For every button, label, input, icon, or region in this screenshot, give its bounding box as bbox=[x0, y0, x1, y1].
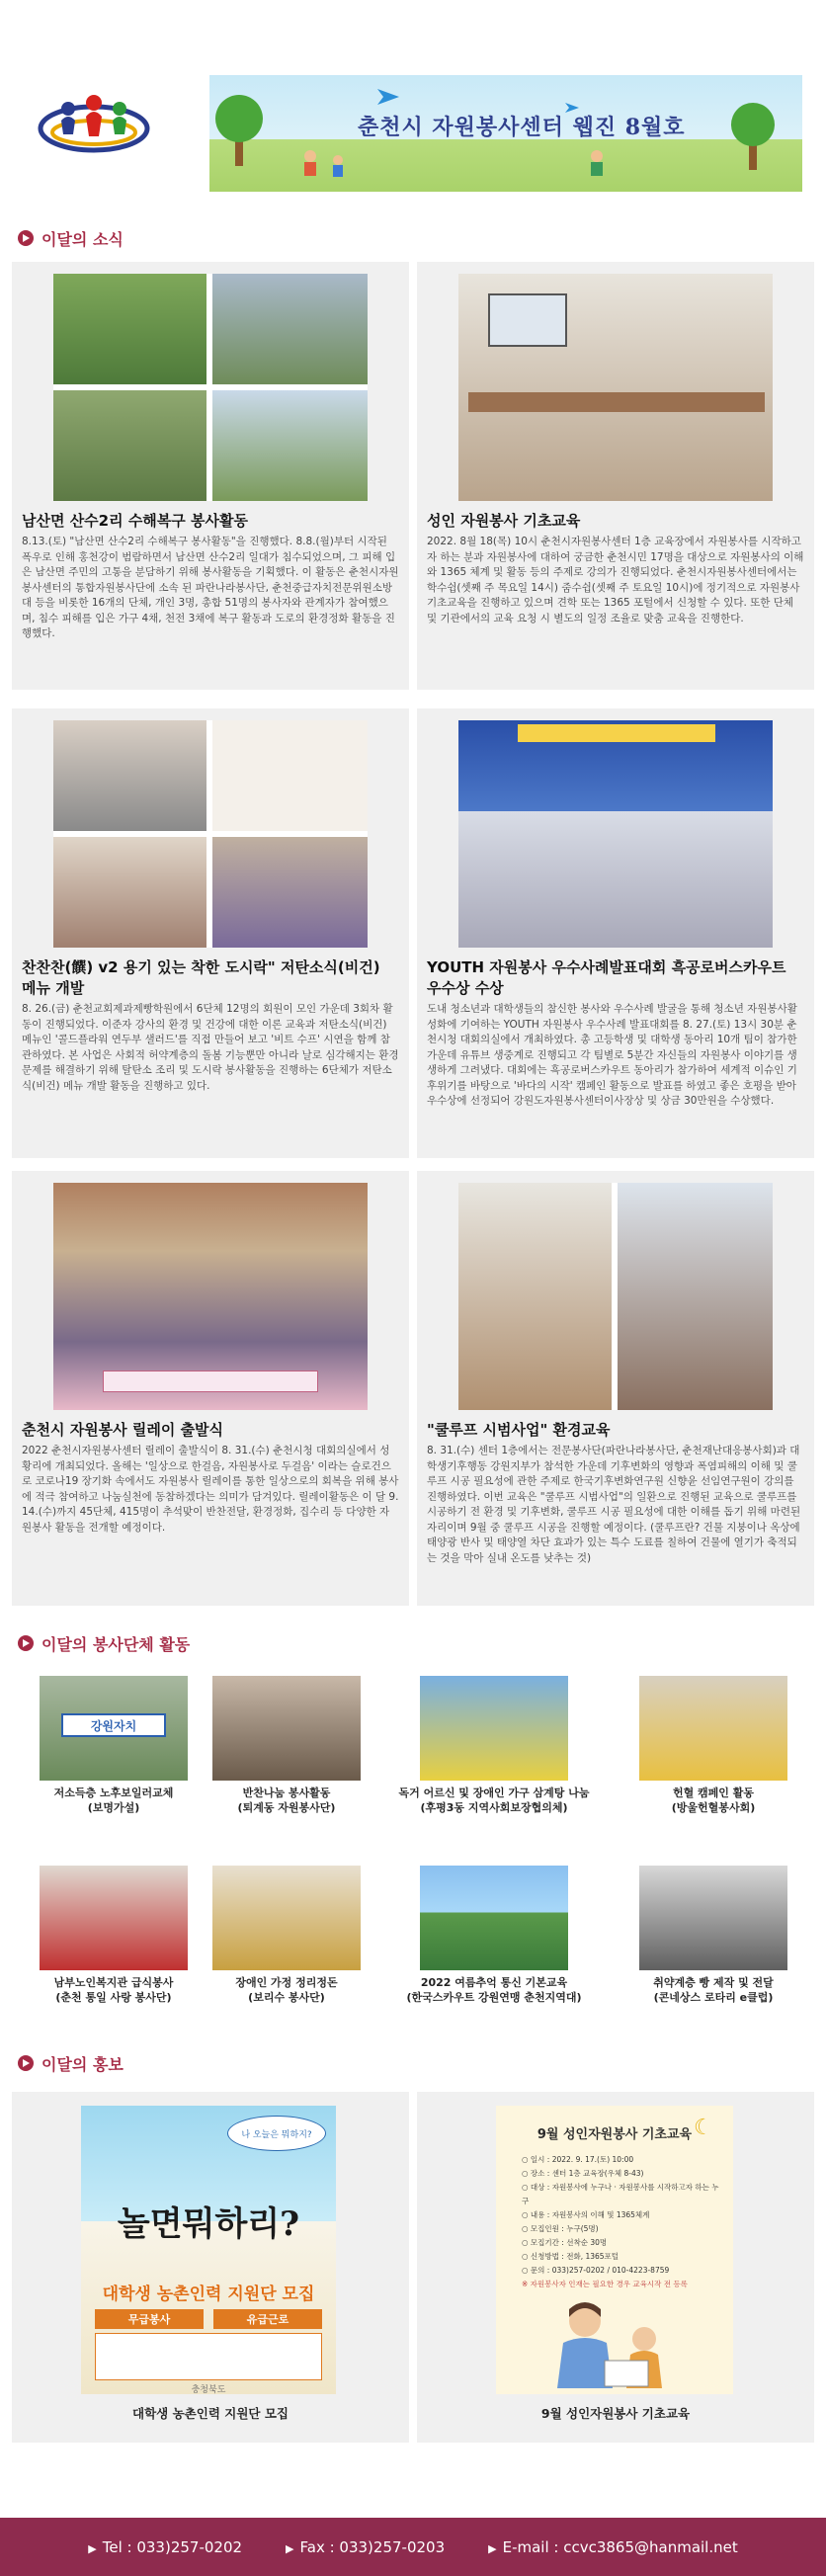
poster-org: 충청북도 bbox=[191, 2385, 226, 2394]
group-photo bbox=[420, 1676, 568, 1781]
group-activity bbox=[15, 1866, 212, 2005]
news-body: 8. 31.(수) 센터 1층에서는 전문봉사단(파란나라봉사단, 춘천재난대응봉사회)과 대학생기후행동 강원지부가 참석한 가운데 기후변화의 영향과 폭염피해의 이해 및 쿨루프 시공 필요성에 관한 주제로 한국기후변화연구원 신향윤 선임연구원이 강의를 진행하였다. 이번 교육은 "쿨루프 시범사업"의 일환으로 진행된 교육으로 쿨루프를 시공하기 전 환경 및 기후변화, 쿨루프 시공 필요성에 대한 이해를 돕기 위해 마련된 자리이며 9월 중 쿨루프 시공을 진행할 예정이다. (쿨루프란? 건물 지붕이나 옥상에 태양광 반사 및 태양열 차단 효과가 있는 특수 도료를 칠하여 건물에 열기가 축적되는 것을 막아 실내 온도를 낮추는 것) bbox=[427, 1445, 801, 1564]
banner-title: 춘천시 자원봉사센터 웹진 8월호 bbox=[358, 115, 686, 140]
play-arrow-icon: ▶ bbox=[286, 2541, 294, 2555]
arrow-bullet-icon bbox=[18, 230, 34, 246]
promo-poster bbox=[81, 2106, 336, 2394]
news-card bbox=[12, 1171, 409, 1606]
news-title: 남산면 산수2리 수해복구 봉사활동 bbox=[22, 512, 248, 530]
poster-details bbox=[522, 2153, 719, 2291]
promo-card bbox=[417, 2092, 814, 2443]
group-activity bbox=[15, 1676, 212, 1815]
poster-speech: 나 오늘은 뭐하지? bbox=[227, 2116, 326, 2151]
poster-tag-paid: 유급근로 bbox=[213, 2309, 322, 2329]
news-card bbox=[417, 1171, 814, 1606]
center-logo bbox=[36, 91, 152, 154]
section-news-header bbox=[18, 227, 124, 249]
poster-headline: 놀면뭐하리? bbox=[117, 2204, 300, 2244]
news-title: YOUTH 자원봉사 우수사례발표대회 흑공로버스카우트 우수상 수상 bbox=[427, 958, 786, 997]
poster-line: ○ 일시 : 2022. 9. 17.(토) 10:00 bbox=[522, 2155, 634, 2164]
group-photo bbox=[639, 1676, 787, 1781]
group-name: 독거 어르신 및 장애인 가구 삼계탕 나눔 bbox=[398, 1787, 590, 1799]
group-activity bbox=[615, 1676, 812, 1815]
footer-tel: ▶ Tel : 033)257-0202 bbox=[88, 2537, 243, 2556]
news-title: 찬찬찬(饌) v2 용기 있는 착한 도시락" 저탄소식(비건) 메뉴 개발 bbox=[22, 958, 380, 997]
news-card bbox=[12, 262, 409, 690]
group-photo bbox=[639, 1866, 787, 1970]
group-name: 2022 여름추억 통신 기본교육 bbox=[420, 1976, 568, 1989]
play-arrow-icon: ▶ bbox=[88, 2541, 97, 2555]
news-body: 2022 춘천시자원봉사센터 릴레이 출발식이 8. 31.(수) 춘천시청 대회의실에서 성황리에 개최되었다. 올해는 '일상으로 한걸음, 자원봉사로 두걸음' 이라는 슬로건으로 코로나19 장기화 속에서도 자원봉사 릴레이를 통한 일상으로의 회복을 위해 봉사에 적극 참여하고 나눔실천에 동참하겠다는 의미가 담겨있다. 릴레이활동은 이 달 9. 14.(수)까지 45단체, 415명이 추석맞이 반찬전달, 환경정화, 집수리 등 다양한 자원봉사 활동을 전개할 예정이다. bbox=[22, 1445, 399, 1534]
footer-email[interactable]: ▶ E-mail : ccvc3865@hanmail.net bbox=[488, 2537, 738, 2556]
group-org: (보리수 봉사단) bbox=[248, 1991, 325, 2004]
group-name: 남부노인복지관 급식봉사 bbox=[53, 1976, 174, 1989]
promo-poster bbox=[496, 2106, 733, 2394]
poster-line: ○ 문의 : 033)257-0202 / 010-4223-8759 bbox=[522, 2266, 670, 2275]
reading-illustration bbox=[536, 2299, 694, 2388]
news-card bbox=[417, 262, 814, 690]
news-body: 2022. 8월 18(목) 10시 춘천시자원봉사센터 1층 교육장에서 자원봉사를 시작하고자 하는 분과 자원봉사에 대하여 궁금한 춘천시민 17명을 대상으로 자원봉사의 이해와 1365 체계 및 활동 등의 주제로 강의가 진행되었다. 춘천시자원봉사센터에서는 학수쉽(셋째 주 목요일 14시) 줌수쉽(셋째 주 토요일 10시)에 정기적으로 자원봉사 기초교육을 진행하고 있으며 견학 또는 1365 포털에서 신청할 수 있다. 또한 단체 및 기관에서의 교육 요청 시 별도의 일정 조율로 맞춤 교육을 진행한다. bbox=[427, 536, 804, 624]
group-name: 반찬나눔 봉사활동 bbox=[242, 1787, 331, 1799]
group-photo bbox=[420, 1866, 568, 1970]
section-title: 이달의 홍보 bbox=[41, 2054, 124, 2074]
news-card bbox=[417, 708, 814, 1158]
poster-line: ○ 내용 : 자원봉사의 이해 및 1365체계 bbox=[522, 2210, 650, 2219]
news-body: 8. 26.(금) 춘천교회제과제빵학원에서 6단체 12명의 회원이 모인 가운데 3회차 활동이 진행되었다. 이준자 강사의 환경 및 건강에 대한 이론 교육과 저탄소식(비건) 메뉴인 '콜드플라워 연두부 샐러드'를 직접 만들어 보고 '비트 수프' 시연을 함께 참관하였다. 본 사업은 사회적 허약계층의 돌봄 기능뿐만 아니라 날로 심각해지는 환경문제를 해결하기 위해 탈탄소 조리 및 도시락 봉사활동을 진행하는 6단체가 저탄소식(비건) 메뉴 개발 활동을 진행하고 있다. bbox=[22, 1003, 399, 1092]
poster-line: ○ 모집인원 : 누구(5명) bbox=[522, 2224, 599, 2233]
poster-note: ※ 자원봉사자 인재는 필요한 경우 교육시작 전 등록 bbox=[522, 2280, 688, 2288]
group-activity bbox=[395, 1866, 593, 2005]
poster-tag-free: 무급봉사 bbox=[95, 2309, 204, 2329]
group-org: (한국스카우트 강원연맹 춘천지역대) bbox=[406, 1991, 582, 2004]
footer-fax: ▶ Fax : 033)257-0203 bbox=[286, 2537, 446, 2556]
arrow-bullet-icon bbox=[18, 1635, 34, 1651]
group-banner-sign: 강원자치 bbox=[61, 1713, 166, 1737]
news-body: 8.13.(토) "남산면 산수2리 수해복구 봉사활동"을 진행했다. 8.8.(월)부터 시작된 폭우로 인해 홍천강이 범람하면서 남산면 산수2리 일대가 침수되었으며, 그 피해 입은 남산면 주민의 고통을 분담하기 위해 봉사활동을 기획했다. 이 활동은 춘천시자원봉사센터의 통합자원봉사단에 소속 된 파란나라봉사단, 춘천중급자치전문위원소방대 등을 비롯한 16개의 단체, 개인 3명, 총합 51명의 봉사자와 관계자가 참여했으며, 침수 피해를 입은 가구 4채, 천전 3채에 복구 활동과 도로의 환경정화 활동을 진행했다. bbox=[22, 536, 399, 639]
section-promo-header bbox=[18, 2052, 124, 2074]
group-activity bbox=[188, 1866, 385, 2005]
poster-line: ○ 신청방법 : 전화, 1365포털 bbox=[522, 2252, 620, 2261]
news-photo bbox=[458, 1183, 773, 1410]
promo-caption: 대학생 농촌인력 지원단 모집 bbox=[132, 2406, 289, 2421]
arrow-bullet-icon bbox=[18, 2055, 34, 2071]
poster-line: ○ 장소 : 센터 1층 교육장(우체 8-43) bbox=[522, 2169, 644, 2178]
news-body: 도내 청소년과 대학생들의 참신한 봉사와 우수사례 발굴을 통해 청소년 자원봉사활성화에 기여하는 YOUTH 자원봉사 우수사례 발표대회를 8. 27.(토) 13시 30분 춘천시청 대회의실에서 개최하였다. 총 고등학생 및 대학생 동아리 10개 팀이 참가한 가운데 유튜브 생중계로 진행되고 각 팀별로 5분간 자신들의 자원봉사 이야기를 생생하게 그려냈다. 대회에는 흑공로버스카우트 동아리가 참가하여 세계적 이슈인 기후위기를 바탕으로 '바다의 시작' 캠페인 활동으로 발표를 하였고 좋은 호평을 받아 우수상에 선정되어 강원도자원봉사센터이사장상 및 상금 30만원을 수상했다. bbox=[427, 1003, 797, 1107]
poster-headline: 9월 성인자원봉사 기초교육 bbox=[537, 2127, 693, 2142]
moon-icon: ☾ bbox=[694, 2116, 713, 2140]
section-groups-header bbox=[18, 1632, 190, 1654]
group-org: (보명가설) bbox=[87, 1801, 140, 1814]
group-activity bbox=[615, 1866, 812, 2005]
group-name: 헌혈 캠페인 활동 bbox=[672, 1787, 755, 1799]
group-org: (후평3동 지역사회보장협의체) bbox=[420, 1801, 568, 1814]
poster-subtitle: 대학생 농촌인력 지원단 모집 bbox=[102, 2285, 315, 2304]
group-org: (퇴계동 자원봉사단) bbox=[237, 1801, 336, 1814]
news-photo bbox=[53, 274, 368, 501]
group-photo bbox=[40, 1676, 188, 1781]
play-arrow-icon: ▶ bbox=[488, 2541, 497, 2555]
news-title: "쿨루프 시범사업" 환경교육 bbox=[427, 1421, 611, 1439]
news-photo bbox=[458, 720, 773, 948]
news-title: 성인 자원봉사 기초교육 bbox=[427, 512, 581, 530]
webzine-banner bbox=[209, 75, 802, 192]
group-org: (방울헌혈봉사회) bbox=[671, 1801, 756, 1814]
footer-contact-bar bbox=[0, 2518, 826, 2576]
news-card bbox=[12, 708, 409, 1158]
promo-caption: 9월 성인자원봉사 기초교육 bbox=[540, 2406, 691, 2421]
group-org: (콘네상스 로타리 e클럽) bbox=[653, 1991, 774, 2004]
news-photo bbox=[458, 274, 773, 501]
news-photo bbox=[53, 720, 368, 948]
group-photo bbox=[212, 1866, 361, 1970]
promo-card bbox=[12, 2092, 409, 2443]
group-photo bbox=[40, 1866, 188, 1970]
group-name: 장애인 가정 정리정돈 bbox=[235, 1976, 338, 1989]
group-photo bbox=[212, 1676, 361, 1781]
group-name: 저소득층 노후보일러교체 bbox=[53, 1787, 174, 1799]
header bbox=[0, 0, 826, 198]
news-title: 춘천시 자원봉사 릴레이 출발식 bbox=[22, 1421, 224, 1439]
group-name: 취약계층 빵 제작 및 전달 bbox=[653, 1976, 774, 1989]
section-title: 이달의 봉사단체 활동 bbox=[41, 1634, 191, 1654]
poster-line: ○ 모집기간 : 선착순 30명 bbox=[522, 2238, 608, 2247]
poster-line: ○ 대상 : 자원봉사에 누구나 · 자원봉사를 시작하고자 하는 누구 bbox=[522, 2183, 719, 2205]
group-activity bbox=[395, 1676, 593, 1815]
section-title: 이달의 소식 bbox=[41, 229, 124, 249]
group-org: (춘천 통일 사랑 봉사단) bbox=[55, 1991, 172, 2004]
news-photo bbox=[53, 1183, 368, 1410]
